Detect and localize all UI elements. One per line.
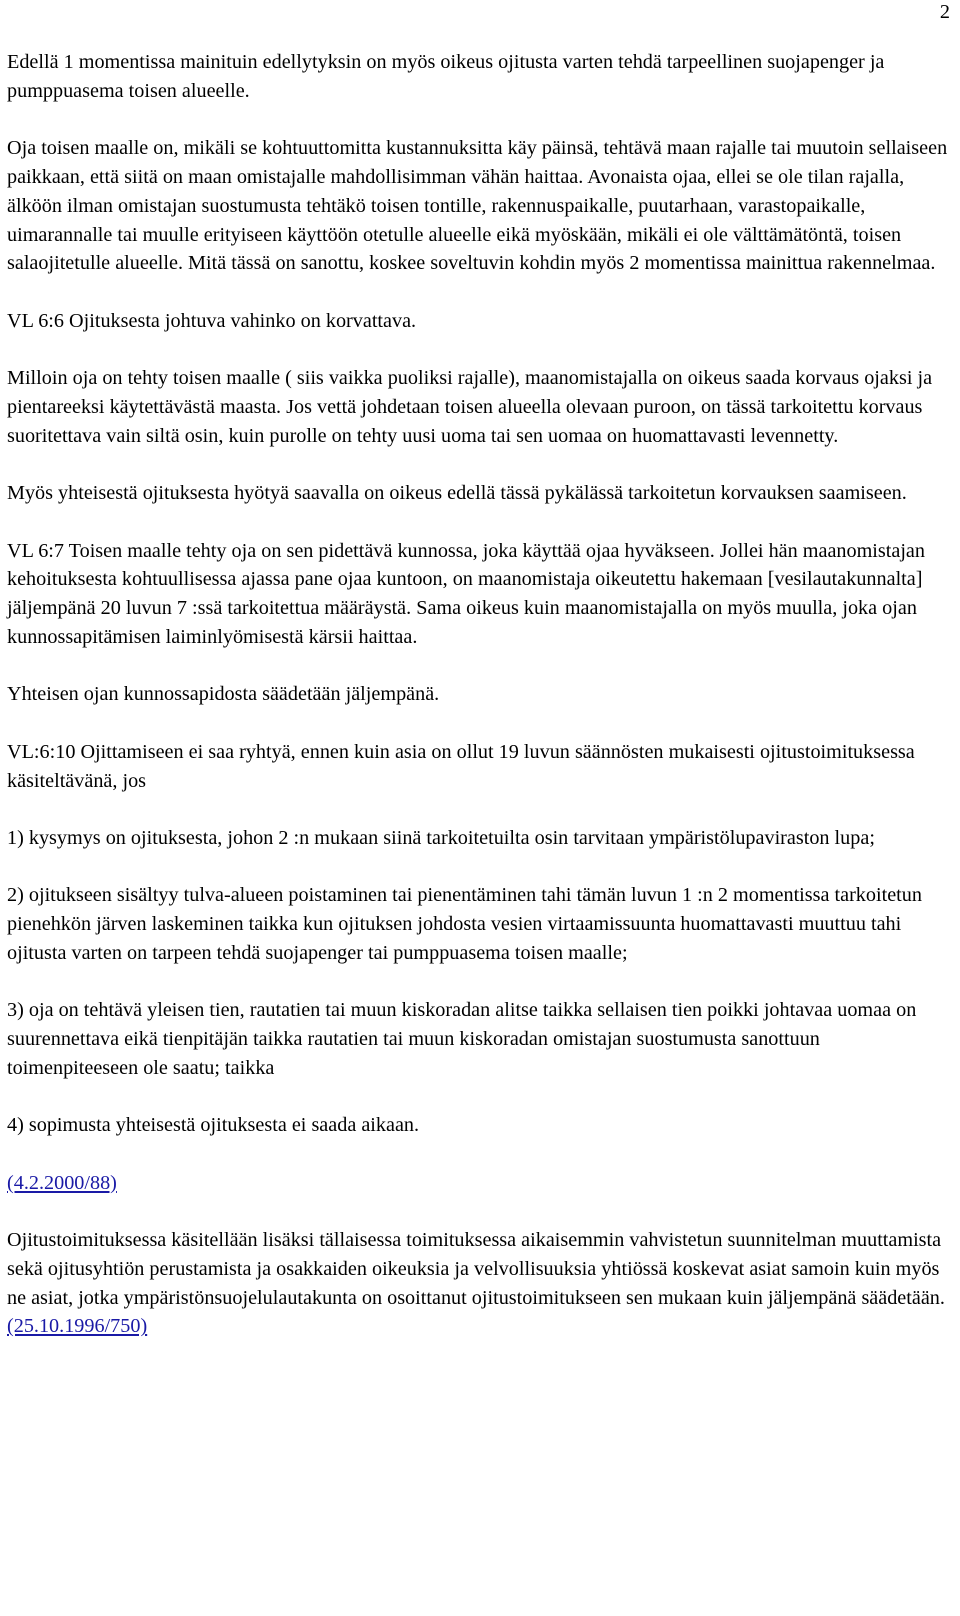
paragraph: Yhteisen ojan kunnossapidosta säädetään jäljempänä. [7, 683, 440, 706]
document-body [7, 48, 952, 1370]
list-item: 4) sopimusta yhteisestä ojituksesta ei saada aikaan. [7, 1114, 420, 1137]
paragraph: VL:6:10 Ojittamiseen ei saa ryhtyä, ennen kuin asia on ollut 19 luvun säännösten mukaisesti ojitustoimituksessa käsiteltävänä, jos [7, 740, 915, 792]
paragraph: Oja toisen maalle on, mikäli se kohtuuttomitta kustannuksitta käy päinsä, tehtävä maan rajalle tai muutoin sellaiseen paikkaan, että siitä on maan omistajalle mahdollisimman vähän haittaa. Avonaista ojaa, ellei se ole tilan rajalla, älköön ilman omistajan suostumusta tehtäkö toisen tontille, rakennuspaikalle, puutarhaan, varastopaikalle, uimarannalle tai muulle erityiseen käyttöön otetulle alueelle eikä myöskään, mikäli ei ole välttämätöntä, toisen salaojitetulle alueelle. Mitä tässä on sanottu, koskee soveltuvin kohdin myös 2 momentissa mainittua rakennelmaa. [7, 137, 948, 275]
page-number: 2 [939, 1, 950, 23]
paragraph: VL 6:6 Ojituksesta johtuva vahinko on korvattava. [7, 309, 417, 332]
final-paragraph [7, 1226, 952, 1341]
amendment-link[interactable]: (4.2.2000/88) [7, 1171, 117, 1194]
amendment-link[interactable]: (25.10.1996/750) [7, 1315, 148, 1338]
paragraph: Myös yhteisestä ojituksesta hyötyä saavalla on oikeus edellä tässä pykälässä tarkoitetun korvauksen saamiseen. [7, 482, 907, 505]
list-item: 3) oja on tehtävä yleisen tien, rautatien tai muun kiskoradan alitse taikka sellaisen tien poikki johtavaa uomaa on suurennettava eikä tienpitäjän taikka rautatien tai muun kiskoradan omistajan suostumusta sanottuun toimenpiteeseen ole saatu; taikka [7, 999, 917, 1079]
amendment-reference [7, 1169, 952, 1198]
final-paragraph-text: Ojitustoimituksessa käsitellään lisäksi tällaisessa toimituksessa aikaisemmin vahvistetun suunnitelman muuttamista sekä ojitusyhtiön perustamista ja osakkaiden oikeuksia ja velvollisuuksia yhtiössä koskevat asiat samoin kuin myös ne asiat, jotka ympäristönsuojelulautakunta on osoittanut ojitustoimitukseen sen mukaan kuin jäljempänä säädetään. [7, 1229, 945, 1309]
list-item: 2) ojitukseen sisältyy tulva-alueen poistaminen tai pienentäminen tahi tämän luvun 1 :n 2 momentissa tarkoitetun pienehkön järven laskeminen taikka kun ojituksen johdosta vesien virtaamissuunta huomattavasti muuttuu tahi ojitusta varten on tarpeen tehdä suojapenger tai pumppuasema toisen maalle; [7, 884, 922, 964]
paragraph: VL 6:7 Toisen maalle tehty oja on sen pidettävä kunnossa, joka käyttää ojaa hyväkseen. Jollei hän maanomistajan kehoituksesta kohtuullisessa ajassa pane ojaa kuntoon, on maanomistaja oikeutettu hakemaan [vesilautakunnalta] jäljempänä 20 luvun 7 :ssä tarkoitettua määräystä. Sama oikeus kuin maanomistajalla on myös muulla, joka ojan kunnossapitämisen laiminlyömisestä kärsii haittaa. [7, 539, 925, 648]
list-item: 1) kysymys on ojituksesta, johon 2 :n mukaan siinä tarkoitetuilta osin tarvitaan ympäristölupaviraston lupa; [7, 826, 875, 849]
paragraph: Edellä 1 momentissa mainituin edellytyksin on myös oikeus ojitusta varten tehdä tarpeellinen suojapenger ja pumppuasema toisen alueelle. [7, 51, 885, 102]
paragraph: Milloin oja on tehty toisen maalle ( siis vaikka puoliksi rajalle), maanomistajalla on oikeus saada korvaus ojaksi ja pientareeksi käytettävästä maasta. Jos vettä johdetaan toisen alueella olevaan puroon, on tässä tarkoitettu korvaus suoritettava vain siltä osin, kuin purolle on tehty uusi uoma tai sen uomaa on huomattavasti levennetty. [7, 367, 933, 447]
